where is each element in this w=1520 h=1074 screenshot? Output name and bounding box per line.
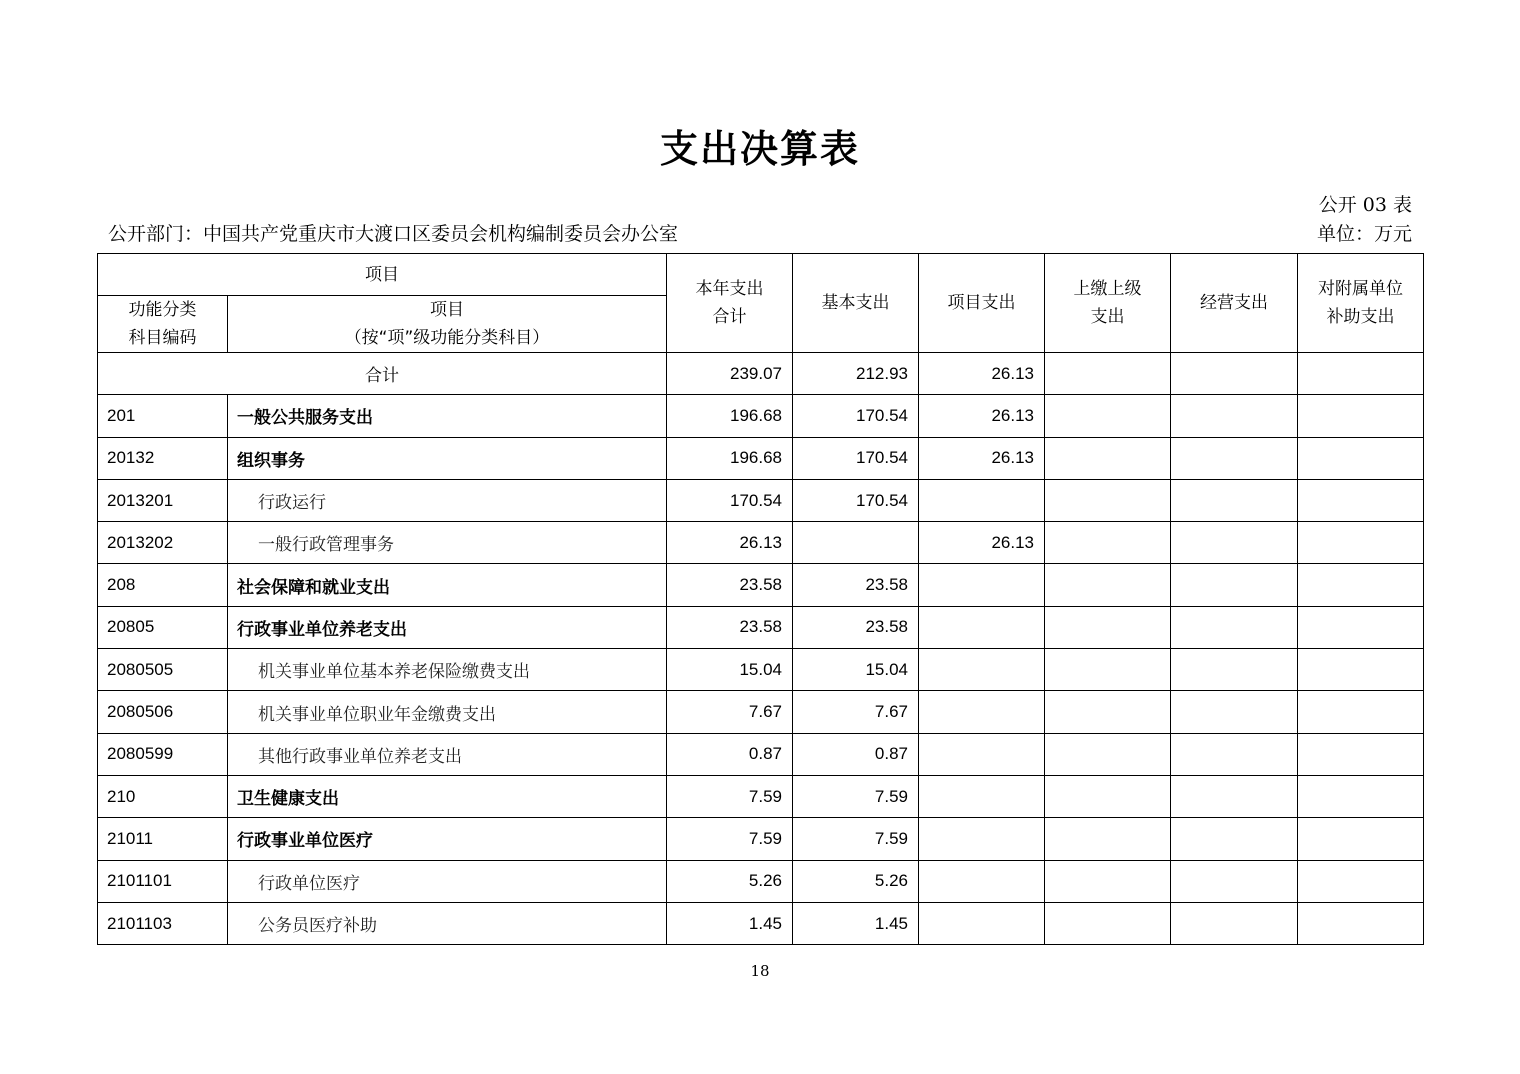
row-business: [1171, 691, 1298, 733]
form-number: 公开 03 表: [1318, 194, 1412, 216]
row-subsidy: [1298, 437, 1424, 479]
total-row-total: 239.07: [667, 353, 793, 395]
total-row-basic: 212.93: [793, 353, 919, 395]
row-subsidy: [1298, 733, 1424, 775]
table-row: [98, 775, 1424, 817]
page-title: 支出决算表: [659, 127, 860, 171]
row-upper: [1045, 606, 1171, 648]
row-basic: 23.58: [793, 564, 919, 606]
row-total: 7.67: [667, 691, 793, 733]
table-row: [98, 395, 1424, 437]
row-subsidy: [1298, 395, 1424, 437]
row-subsidy: [1298, 649, 1424, 691]
row-project: [919, 860, 1045, 902]
row-total: 5.26: [667, 860, 793, 902]
row-upper: [1045, 437, 1171, 479]
row-business: [1171, 775, 1298, 817]
row-upper: [1045, 691, 1171, 733]
header-subsidy-line2: 补助支出: [1326, 307, 1395, 327]
row-business: [1171, 479, 1298, 521]
row-upper: [1045, 395, 1171, 437]
row-project: [919, 649, 1045, 691]
row-business: [1171, 395, 1298, 437]
row-total: 7.59: [667, 818, 793, 860]
row-code: 2080505: [98, 649, 228, 691]
row-upper: [1045, 479, 1171, 521]
row-name: 公务员医疗补助: [228, 902, 667, 944]
row-basic: 170.54: [793, 479, 919, 521]
total-row-project: 26.13: [919, 353, 1045, 395]
row-business: [1171, 733, 1298, 775]
row-upper: [1045, 860, 1171, 902]
row-project: [919, 479, 1045, 521]
header-subsidy-line1: 对附属单位: [1318, 279, 1403, 299]
row-upper: [1045, 775, 1171, 817]
unit-label: 单位：万元: [1316, 223, 1412, 245]
row-subsidy: [1298, 818, 1424, 860]
header-upper-line2: 支出: [1090, 307, 1125, 327]
table-row: [98, 437, 1424, 479]
row-total: 170.54: [667, 479, 793, 521]
row-business: [1171, 860, 1298, 902]
total-row-upper: [1045, 353, 1171, 395]
row-name: 机关事业单位职业年金缴费支出: [228, 691, 667, 733]
row-code: 208: [98, 564, 228, 606]
row-project: [919, 818, 1045, 860]
row-basic: 23.58: [793, 606, 919, 648]
row-business: [1171, 564, 1298, 606]
row-basic: 170.54: [793, 437, 919, 479]
row-name: 一般公共服务支出: [228, 395, 667, 437]
row-project: [919, 606, 1045, 648]
row-project: [919, 564, 1045, 606]
row-project: 26.13: [919, 395, 1045, 437]
row-basic: 7.67: [793, 691, 919, 733]
row-basic: 7.59: [793, 775, 919, 817]
row-code: 201: [98, 395, 228, 437]
row-name: 社会保障和就业支出: [228, 564, 667, 606]
row-code: 2013202: [98, 522, 228, 564]
row-name: 组织事务: [228, 437, 667, 479]
row-subsidy: [1298, 691, 1424, 733]
row-name: 行政事业单位医疗: [228, 818, 667, 860]
row-code: 20805: [98, 606, 228, 648]
table-row: [98, 691, 1424, 733]
table-row: [98, 733, 1424, 775]
table-row: [98, 564, 1424, 606]
row-code: 2080506: [98, 691, 228, 733]
header-name-line1: 项目: [430, 300, 464, 320]
header-name: [228, 296, 667, 353]
row-basic: 1.45: [793, 902, 919, 944]
header-total: [667, 254, 793, 353]
row-upper: [1045, 564, 1171, 606]
row-subsidy: [1298, 522, 1424, 564]
row-code: 2101101: [98, 860, 228, 902]
row-business: [1171, 606, 1298, 648]
header-code: [98, 296, 228, 353]
row-upper: [1045, 522, 1171, 564]
table-row: [98, 649, 1424, 691]
row-upper: [1045, 818, 1171, 860]
row-upper: [1045, 649, 1171, 691]
table-row: [98, 522, 1424, 564]
total-row-subsidy: [1298, 353, 1424, 395]
row-total: 7.59: [667, 775, 793, 817]
table-row: [98, 902, 1424, 944]
header-upper: [1045, 254, 1171, 353]
row-basic: 7.59: [793, 818, 919, 860]
row-code: 2101103: [98, 902, 228, 944]
row-name: 行政事业单位养老支出: [228, 606, 667, 648]
header-basic: 基本支出: [793, 254, 919, 353]
row-business: [1171, 437, 1298, 479]
row-total: 23.58: [667, 564, 793, 606]
row-name: 机关事业单位基本养老保险缴费支出: [228, 649, 667, 691]
row-total: 196.68: [667, 437, 793, 479]
table-row: [98, 818, 1424, 860]
row-total: 1.45: [667, 902, 793, 944]
row-project: 26.13: [919, 437, 1045, 479]
row-total: 15.04: [667, 649, 793, 691]
row-basic: 5.26: [793, 860, 919, 902]
row-name: 一般行政管理事务: [228, 522, 667, 564]
header-business: 经营支出: [1171, 254, 1298, 353]
row-basic: 170.54: [793, 395, 919, 437]
row-project: [919, 775, 1045, 817]
row-name: 卫生健康支出: [228, 775, 667, 817]
row-code: 20132: [98, 437, 228, 479]
row-subsidy: [1298, 860, 1424, 902]
row-name: 行政单位医疗: [228, 860, 667, 902]
row-name: 行政运行: [228, 479, 667, 521]
row-basic: 15.04: [793, 649, 919, 691]
row-total: 196.68: [667, 395, 793, 437]
header-total-line1: 本年支出: [695, 279, 764, 299]
row-business: [1171, 902, 1298, 944]
row-subsidy: [1298, 902, 1424, 944]
row-basic: [793, 522, 919, 564]
row-business: [1171, 522, 1298, 564]
header-item-group: 项目: [98, 254, 667, 296]
row-code: 210: [98, 775, 228, 817]
table-row: [98, 606, 1424, 648]
total-row-business: [1171, 353, 1298, 395]
table-row: [98, 479, 1424, 521]
table-row: [98, 860, 1424, 902]
header-code-line1: 功能分类: [128, 300, 197, 320]
page-number: 18: [750, 962, 770, 980]
header-project: 项目支出: [919, 254, 1045, 353]
expenditure-table: [97, 253, 1424, 945]
row-project: [919, 733, 1045, 775]
row-upper: [1045, 902, 1171, 944]
header-code-line2: 科目编码: [128, 328, 197, 348]
row-code: 2013201: [98, 479, 228, 521]
row-total: 0.87: [667, 733, 793, 775]
header-subsidy: [1298, 254, 1424, 353]
row-project: [919, 691, 1045, 733]
row-subsidy: [1298, 479, 1424, 521]
row-business: [1171, 818, 1298, 860]
row-project: [919, 902, 1045, 944]
row-subsidy: [1298, 564, 1424, 606]
row-business: [1171, 649, 1298, 691]
row-total: 23.58: [667, 606, 793, 648]
row-basic: 0.87: [793, 733, 919, 775]
header-upper-line1: 上缴上级: [1073, 279, 1142, 299]
row-total: 26.13: [667, 522, 793, 564]
row-upper: [1045, 733, 1171, 775]
row-name: 其他行政事业单位养老支出: [228, 733, 667, 775]
total-label: 合计: [98, 353, 667, 395]
row-code: 21011: [98, 818, 228, 860]
header-name-line2: （按“项”级功能分类科目）: [344, 328, 550, 348]
total-row: [98, 353, 1424, 395]
header-total-line2: 合计: [712, 307, 747, 327]
row-project: 26.13: [919, 522, 1045, 564]
department-label: 公开部门：中国共产党重庆市大渡口区委员会机构编制委员会办公室: [108, 223, 679, 245]
row-subsidy: [1298, 606, 1424, 648]
row-code: 2080599: [98, 733, 228, 775]
row-subsidy: [1298, 775, 1424, 817]
